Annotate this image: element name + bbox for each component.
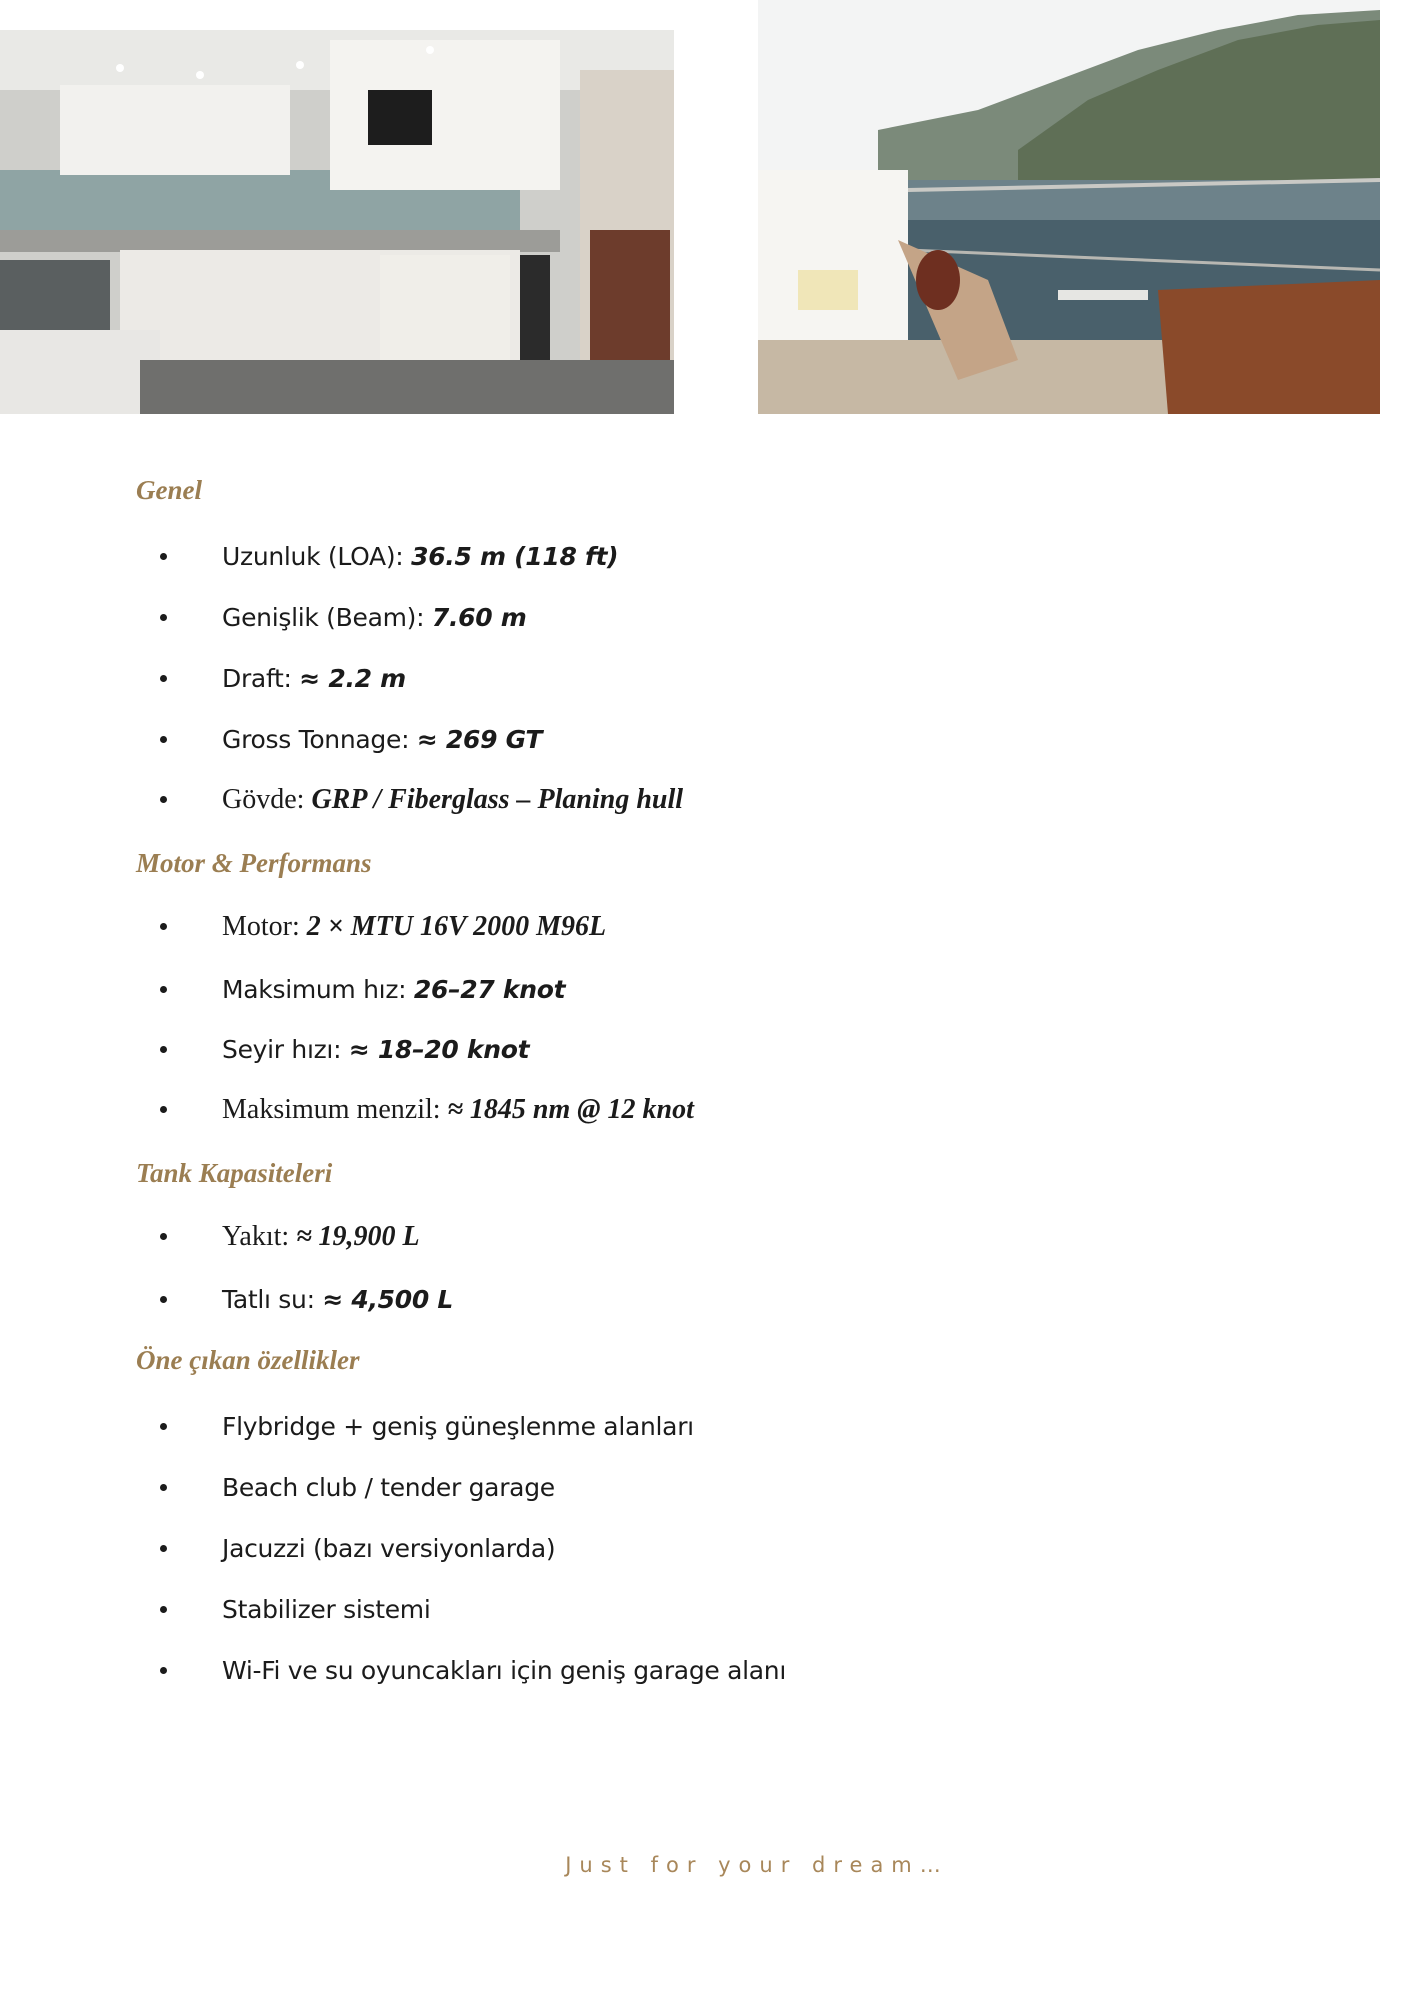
list-item (0, 723, 1200, 763)
list-item (0, 1220, 1200, 1260)
item-value: ≈ 18–20 knot (348, 1035, 530, 1064)
bullet (160, 796, 167, 803)
item-label: Flybridge + geniş güneşlenme alanları (222, 1412, 694, 1441)
aft-deck-sea-view-photo (758, 0, 1380, 414)
bullet (160, 1423, 167, 1430)
item-label: Maksimum menzil: (222, 1094, 448, 1125)
item-label: Genişlik (Beam): (222, 603, 432, 632)
item-value: ≈ 269 GT (416, 725, 543, 754)
list-item (0, 1593, 1200, 1633)
item-value: ≈ 4,500 L (322, 1285, 454, 1314)
item-value: ≈ 19,900 L (296, 1221, 420, 1252)
item-label: Motor: (222, 911, 307, 942)
bullet (160, 923, 167, 930)
list-item (0, 662, 1200, 702)
list-item (0, 1410, 1200, 1450)
footer-tagline: Just for your dream… (565, 1853, 949, 1877)
item-value: GRP / Fiberglass – Planing hull (311, 784, 684, 815)
bullet (160, 553, 167, 560)
item-label: Beach club / tender garage (222, 1473, 555, 1502)
list-item (0, 601, 1200, 641)
item-label: Draft: (222, 664, 300, 693)
item-label: Stabilizer sistemi (222, 1595, 431, 1624)
list-item (0, 973, 1200, 1013)
item-label: Maksimum hız: (222, 975, 414, 1004)
list-item (0, 1654, 1200, 1694)
bullet (160, 1484, 167, 1491)
list-item (0, 1033, 1200, 1073)
item-label: Uzunluk (LOA): (222, 542, 412, 571)
bullet (160, 1106, 167, 1113)
bullet (160, 986, 167, 993)
galley-kitchen-photo (0, 30, 674, 414)
item-label: Jacuzzi (bazı versiyonlarda) (222, 1534, 556, 1563)
bullet (160, 614, 167, 621)
item-value: 7.60 m (431, 603, 527, 632)
item-label: Tatlı su: (222, 1285, 323, 1314)
list-item (0, 1283, 1200, 1323)
list-item (0, 1093, 1200, 1133)
bullet (160, 675, 167, 682)
list-item (0, 1532, 1200, 1572)
section-title-engine: Motor & Performans (136, 848, 372, 878)
list-item (0, 540, 1200, 580)
bullet (160, 1667, 167, 1674)
item-label: Gross Tonnage: (222, 725, 417, 754)
item-value: ≈ 2.2 m (299, 664, 406, 693)
bullet (160, 1233, 167, 1240)
item-label: Gövde: (222, 784, 312, 815)
bullet (160, 1296, 167, 1303)
item-value: ≈ 1845 nm @ 12 knot (447, 1094, 694, 1125)
section-title-general: Genel (136, 475, 202, 505)
list-item (0, 910, 1200, 950)
item-label: Yakıt: (222, 1221, 297, 1252)
bullet (160, 1545, 167, 1552)
section-title-features: Öne çıkan özellikler (136, 1345, 360, 1375)
item-label: Seyir hızı: (222, 1035, 349, 1064)
item-value: 36.5 m (118 ft) (411, 542, 619, 571)
section-title-tanks: Tank Kapasiteleri (136, 1158, 333, 1188)
list-item (0, 1471, 1200, 1511)
item-value: 26–27 knot (413, 975, 566, 1004)
bullet (160, 1046, 167, 1053)
item-value: 2 × MTU 16V 2000 M96L (306, 911, 607, 942)
list-item (0, 783, 1200, 823)
bullet (160, 736, 167, 743)
bullet (160, 1606, 167, 1613)
item-label: Wi-Fi ve su oyuncakları için geniş garage alanı (222, 1656, 786, 1685)
